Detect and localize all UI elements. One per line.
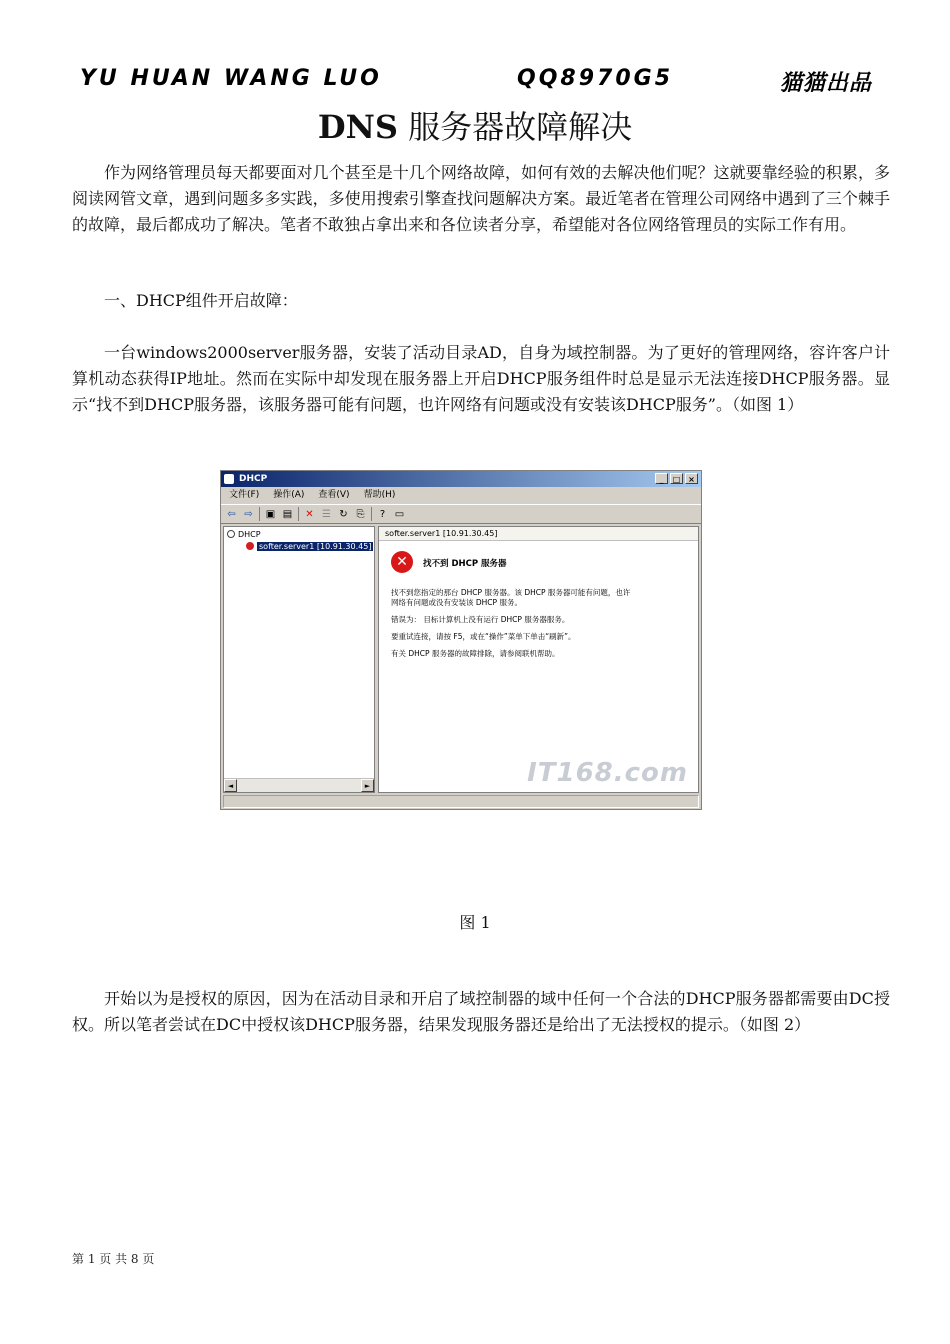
- toolbar-separator: [371, 507, 372, 521]
- up-folder-icon[interactable]: ▣: [265, 508, 276, 520]
- paragraph-intro: 作为网络管理员每天都要面对几个甚至是十几个网络故障，如何有效的去解决他们呢？这就要靠经验的积累，多阅读网管文章，遇到问题多多实践，多使用搜索引擎查找问题解决方案。最近笔者在管理公司网络中遇到了三个棘手的故障，最后都成功了解决。笔者不敢独占拿出来和各位读者分享，希望能对各位网络管理员的实际工作有用。: [72, 163, 890, 234]
- error-icon: ✕: [391, 551, 413, 573]
- paragraph-dhcp-problem: 一台windows2000server服务器，安装了活动目录AD，自身为域控制器。为了更好的管理网络，容许客户计算机动态获得IP地址。然而在实际中却发现在服务器上开启DHCP服务组件时总是显示无法连接DHCP服务器。显示“找不到DHCP服务器，该服务器可能有问题，也许网络有问题或没有安装该DHCP服务”。（如图 1）: [72, 343, 890, 414]
- paragraph-authorization: 开始以为是授权的原因，因为在活动目录和开启了域控制器的域中任何一个合法的DHCP服务器都需要由DC授权。所以笔者尝试在DC中授权该DHCP服务器，结果发现服务器还是给出了无法授权的提示。（如图 2）: [72, 989, 890, 1034]
- tree-item-dhcp[interactable]: [227, 530, 261, 539]
- menu-bar: [221, 487, 701, 504]
- help-icon[interactable]: ?: [379, 508, 386, 520]
- menu-file[interactable]: 文件(F): [229, 490, 260, 500]
- error-line: 网络有问题或没有安装该 DHCP 服务。: [391, 598, 522, 607]
- detail-pane: [378, 526, 699, 793]
- figure-screenshot-dhcp-window: [220, 470, 702, 810]
- properties-icon[interactable]: ☰: [322, 508, 331, 520]
- toolbar-separator: [259, 507, 260, 521]
- menu-help[interactable]: 帮助(H): [363, 490, 396, 500]
- show-tree-icon[interactable]: ▤: [282, 508, 293, 520]
- console-tree: [223, 526, 375, 793]
- delete-icon[interactable]: ✕: [305, 508, 314, 520]
- error-line: 要重试连接，请按 F5，或在“操作”菜单下单击“刷新”。: [391, 632, 576, 641]
- detail-header: softer.server1 [10.91.30.45]: [379, 527, 698, 541]
- close-button[interactable]: ×: [685, 473, 698, 484]
- header-qq-text: QQ8970G5: [517, 66, 673, 91]
- maximize-button[interactable]: □: [670, 473, 683, 484]
- dhcp-app-icon: [224, 474, 234, 484]
- back-arrow-icon[interactable]: ⇦: [227, 508, 236, 520]
- header-left-text: YU HUAN WANG LUO: [80, 66, 382, 91]
- window-controls: [655, 473, 698, 484]
- window-title: DHCP: [239, 474, 268, 484]
- window-panes: [223, 526, 699, 793]
- error-line: 有关 DHCP 服务器的故障排除，请参阅联机帮助。: [391, 649, 560, 658]
- scroll-right-icon[interactable]: ►: [361, 779, 374, 792]
- export-icon[interactable]: ⎘: [356, 508, 365, 520]
- page-footer: 第 1 页 共 8 页: [72, 1252, 155, 1266]
- section-heading-dhcp: 一、DHCP组件开启故障：: [104, 291, 298, 310]
- header-brand-text: 猫猫出品: [780, 71, 873, 96]
- it168-watermark: IT168.com: [527, 758, 688, 788]
- tree-item-server[interactable]: [246, 542, 373, 551]
- figure-caption: 图 1: [459, 913, 491, 932]
- title-main: 服务器故障解决: [397, 108, 633, 146]
- forward-arrow-icon[interactable]: ⇨: [244, 508, 253, 520]
- refresh-icon[interactable]: ↻: [339, 508, 348, 520]
- scroll-left-icon[interactable]: ◄: [224, 779, 237, 792]
- document-title: [0, 102, 950, 148]
- title-prefix: DNS: [317, 108, 398, 146]
- menu-action[interactable]: 操作(A): [273, 490, 305, 500]
- toolbar-separator: [298, 507, 299, 521]
- tree-root-label: DHCP: [238, 530, 261, 539]
- error-title: 找不到 DHCP 服务器: [423, 559, 507, 569]
- toolbar: [221, 504, 701, 524]
- horizontal-scrollbar[interactable]: [224, 778, 374, 792]
- menu-view[interactable]: 查看(V): [318, 490, 350, 500]
- dhcp-globe-icon: [227, 530, 235, 538]
- tree-child-label: softer.server1 [10.91.30.45]: [259, 542, 372, 551]
- error-line: 找不到您指定的那台 DHCP 服务器。该 DHCP 服务器可能有问题，也许: [391, 588, 631, 597]
- error-line: 错误为： 目标计算机上没有运行 DHCP 服务器服务。: [391, 615, 570, 624]
- monitor-icon[interactable]: ▭: [394, 508, 405, 520]
- minimize-button[interactable]: _: [655, 473, 668, 484]
- page-header: [80, 66, 880, 94]
- server-error-icon: [246, 542, 254, 550]
- window-titlebar: [221, 471, 701, 487]
- status-bar: [223, 795, 699, 808]
